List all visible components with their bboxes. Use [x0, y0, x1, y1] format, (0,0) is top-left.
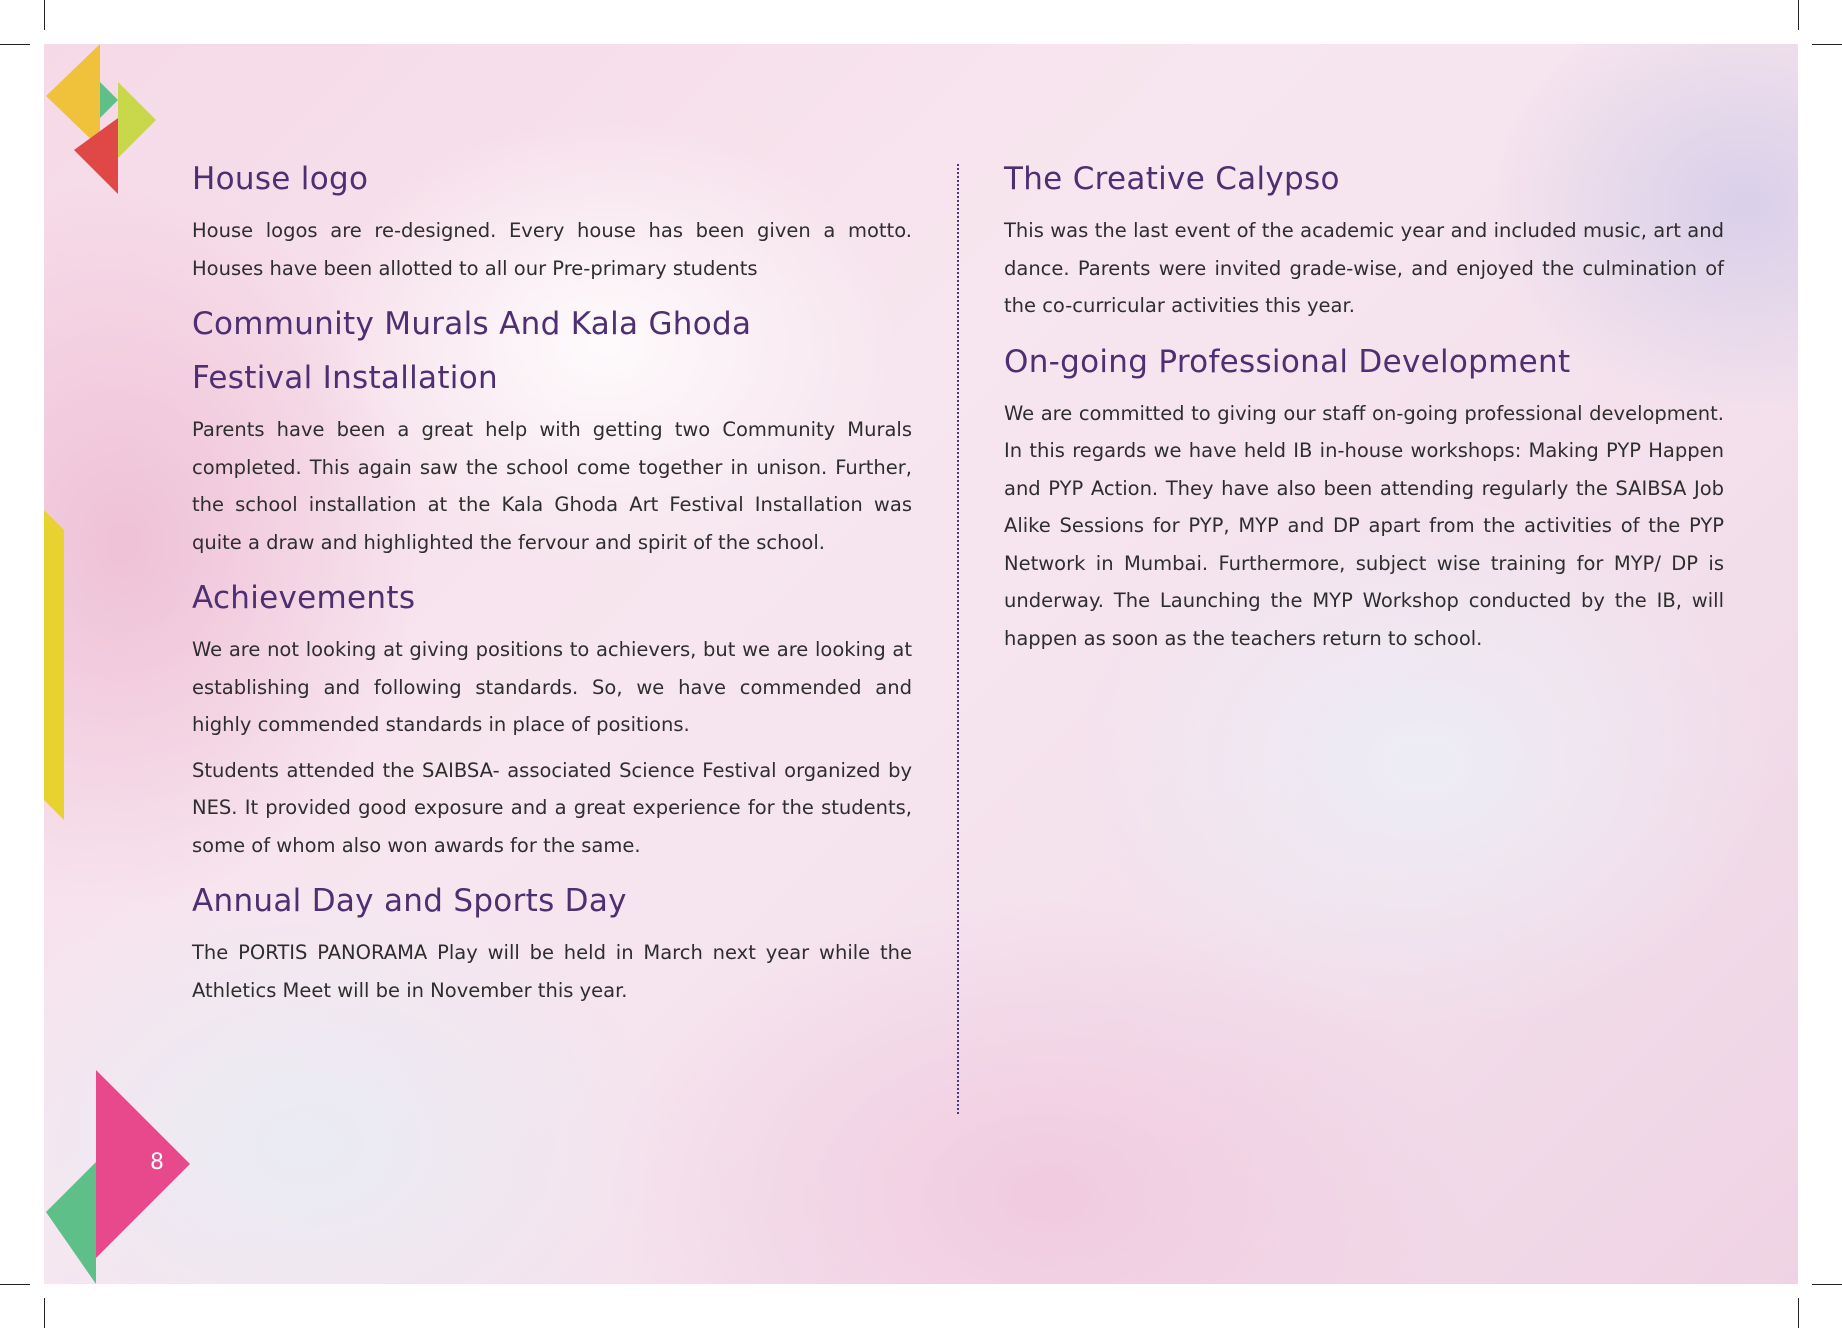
newsletter-page [44, 44, 1798, 1284]
section-paragraph: This was the last event of the academic year and included music, art and dance. Parents were invited grade-wise, and enjoyed the culmination of the co-curricular activities this year. [1004, 219, 1724, 317]
section-paragraph: We are not looking at giving positions to achievers, but we are looking at establishing and following standards. So, we have commended and highly commended standards in place of positions. [192, 638, 912, 736]
crop-mark [44, 0, 45, 30]
side-bar-decoration [44, 510, 68, 830]
section-heading: Community Murals And Kala Ghoda Festival Installation [192, 306, 752, 396]
section-paragraph: Students attended the SAIBSA- associated Science Festival organized by NES. It provided good exposure and a great experience for the students, some of whom also won awards for the same. [192, 758, 912, 857]
crop-mark [1812, 1284, 1842, 1285]
section-heading: Annual Day and Sports Day [192, 883, 627, 919]
section-paragraph: We are committed to giving our staff on-going professional development. In this regards we have held IB in-house workshops: Making PYP Happen and PYP Action. They have also been attending regularly the SAIBSA Job Alike Sessions for PYP, MYP and DP apart from the activities of the PYP Network in Mumbai. Furthermore, subject wise training for MYP/ DP is underway. The Launching the MYP Workshop conducted by the IB, will happen as soon as the teachers return to school. [1004, 401, 1724, 650]
section-heading: House logo [192, 161, 369, 197]
crop-mark [0, 44, 30, 45]
section-paragraph: Parents have been a great help with getting two Community Murals completed. This again saw the school come together in unison. Further, the school installation at the Kala Ghoda Art Festival Installation was quite a draw and highlighted the fervour and spirit of the school. [192, 418, 912, 554]
section-heading: The Creative Calypso [1004, 161, 1340, 197]
crop-mark [1812, 44, 1842, 45]
page-number: 8 [150, 1150, 164, 1175]
crop-mark [1798, 1298, 1799, 1328]
crop-mark [0, 1284, 30, 1285]
section-creative-calypso [1004, 152, 1724, 325]
section-annual-day [192, 874, 912, 1009]
left-column [192, 152, 912, 1019]
section-heading: On-going Professional Development [1004, 343, 1571, 380]
right-column [1004, 152, 1724, 667]
crop-mark [1798, 0, 1799, 30]
corner-triangles-decoration [44, 44, 164, 204]
section-community-murals [192, 297, 912, 561]
section-house-logo [192, 152, 912, 287]
section-professional-development [1004, 335, 1724, 658]
section-heading: Achievements [192, 580, 416, 616]
section-paragraph: The PORTIS PANORAMA Play will be held in March next year while the Athletics Meet will be in November this year. [192, 941, 912, 1002]
section-paragraph: House logos are re-designed. Every house has been given a motto. Houses have been allotted to all our Pre-primary students [192, 219, 912, 280]
page-number-triangles-decoration [44, 1070, 204, 1284]
column-divider [957, 164, 959, 1114]
crop-mark [44, 1298, 45, 1328]
section-achievements [192, 571, 912, 864]
